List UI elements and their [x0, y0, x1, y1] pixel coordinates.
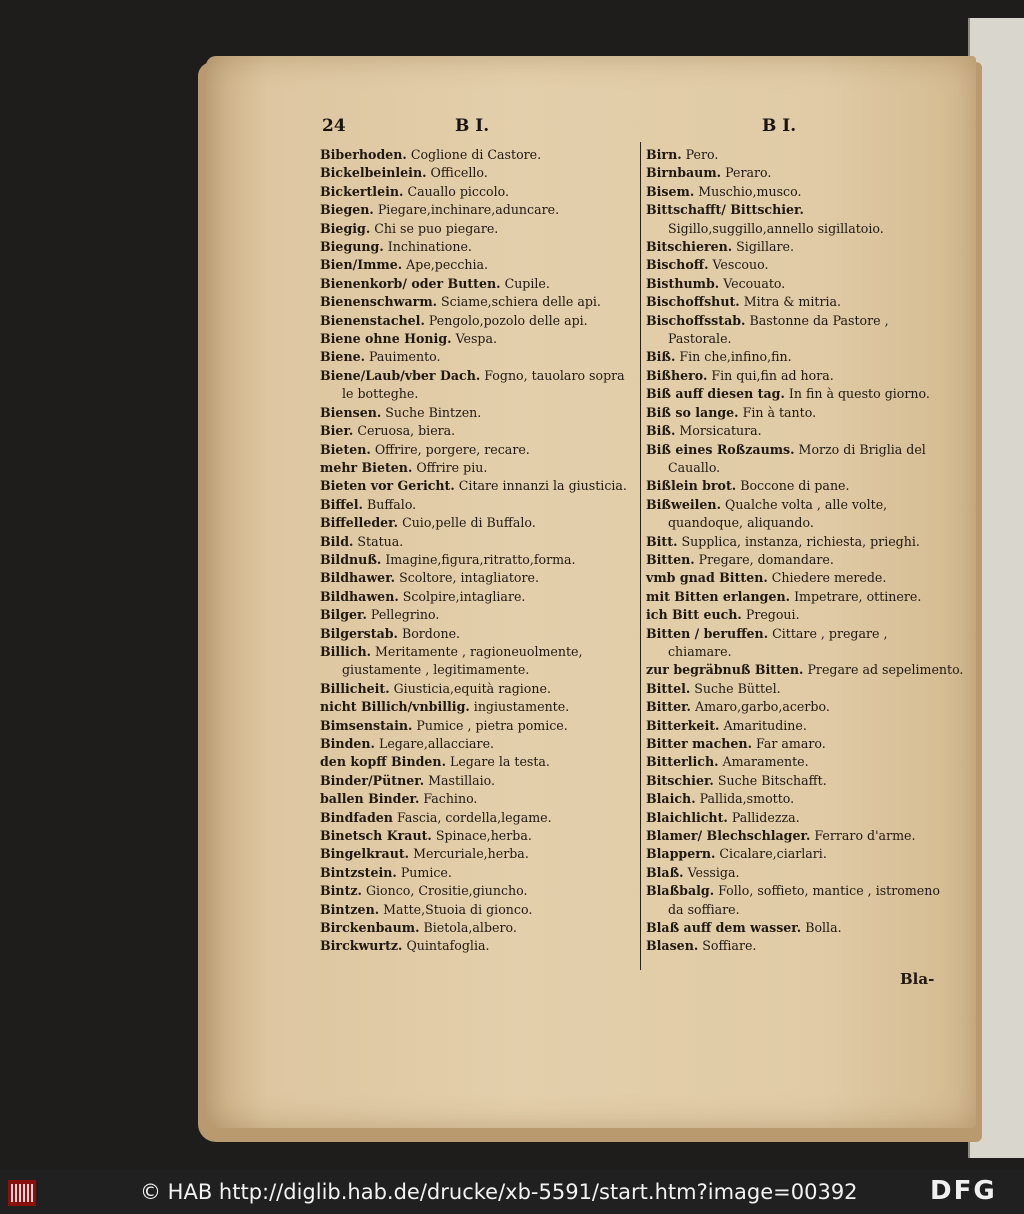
dictionary-entry	[320, 164, 636, 182]
column-divider	[640, 142, 641, 970]
entry-gloss: Fin che,infino,fin.	[679, 349, 792, 365]
entry-lemma: Biegig.	[320, 220, 371, 236]
entry-lemma: Bischoffshut.	[646, 294, 740, 310]
dictionary-entry	[320, 496, 636, 514]
entry-gloss: Pauimento.	[369, 349, 441, 365]
dictionary-entry	[320, 625, 636, 643]
entry-gloss: Chi se puo piegare.	[374, 220, 499, 236]
entry-gloss: Pumice.	[400, 864, 452, 880]
dictionary-entry	[646, 680, 946, 698]
entry-lemma: Biensen.	[320, 404, 382, 420]
entry-lemma: Bienenstachel.	[320, 312, 425, 328]
entry-gloss: Boccone di pane.	[740, 478, 850, 494]
entry-lemma: Bitschier.	[646, 772, 714, 788]
entry-lemma: nicht Billich/vnbillig.	[320, 699, 470, 715]
entry-gloss: Bordone.	[401, 625, 461, 641]
entry-gloss: Fin à tanto.	[742, 404, 817, 420]
entry-lemma: Bitter machen.	[646, 736, 752, 751]
entry-gloss: Mercuriale,herba.	[413, 846, 529, 862]
dictionary-entry	[320, 514, 636, 532]
entry-gloss: Qualche volta , alle volte, quandoque, aliquando.	[668, 496, 888, 531]
dictionary-entry	[646, 293, 946, 311]
entry-gloss: Gionco, Crositie,giuncho.	[365, 883, 528, 899]
entry-gloss: Pregare ad sepelimento.	[807, 662, 964, 678]
entry-lemma: Biß eines Roßzaums.	[646, 441, 795, 457]
entry-gloss: Buffalo.	[366, 496, 417, 512]
dictionary-entry	[646, 809, 946, 827]
entry-lemma: Blaß auff dem wasser.	[646, 920, 802, 936]
entry-lemma: Bintzstein.	[320, 864, 397, 880]
entry-gloss: Meritamente , ragioneuolmente, giustamente , legitimamente.	[342, 643, 583, 678]
entry-lemma: ich Bitt euch.	[646, 607, 742, 623]
entry-gloss: Pumice , pietra pomice.	[416, 717, 568, 733]
entry-gloss: Vessiga.	[687, 864, 740, 880]
entry-lemma: Bienenkorb/ oder Butten.	[320, 275, 501, 291]
entry-gloss: Cuio,pelle di Buffalo.	[402, 515, 536, 531]
entry-lemma: Biß.	[646, 349, 676, 365]
entry-gloss: Pregoui.	[745, 607, 800, 623]
dictionary-entry	[320, 551, 636, 569]
entry-lemma: Blamer/ Blechschlager.	[646, 828, 811, 844]
entry-lemma: Bitterkeit.	[646, 717, 720, 733]
entry-gloss: Cittare , pregare , chiamare.	[668, 625, 888, 659]
dictionary-entry	[320, 569, 636, 587]
entry-lemma: Bisem.	[646, 183, 695, 199]
entry-gloss: Legare,allacciare.	[378, 736, 495, 751]
entry-lemma: mehr Bieten.	[320, 459, 413, 475]
entry-lemma: Biß so lange.	[646, 404, 739, 420]
dictionary-entry	[320, 477, 636, 495]
entry-lemma: Bindfaden	[320, 809, 393, 825]
entry-gloss: Amaramente.	[722, 754, 809, 770]
entry-lemma: Blasen.	[646, 938, 699, 954]
dictionary-entry	[646, 882, 946, 919]
entry-lemma: Birn.	[646, 147, 682, 162]
entry-gloss: Scoltore, intagliatore.	[399, 570, 539, 586]
entry-gloss: Morzo di Briglia del Cauallo.	[668, 441, 926, 475]
entry-gloss: Cauallo piccolo.	[407, 183, 510, 199]
dictionary-entry	[320, 717, 636, 735]
dictionary-entry	[320, 404, 636, 422]
dictionary-entry	[320, 533, 636, 551]
entry-gloss: Officello.	[430, 165, 488, 181]
dictionary-entry	[320, 183, 636, 201]
left-column	[320, 146, 636, 956]
entry-lemma: Biegung.	[320, 239, 384, 255]
entry-lemma: Bitschieren.	[646, 239, 733, 255]
entry-lemma: Bitten / beruffen.	[646, 625, 769, 641]
entry-gloss: Chiedere merede.	[771, 570, 887, 586]
entry-lemma: zur begräbnuß Bitten.	[646, 662, 804, 678]
entry-gloss: Quintafoglia.	[406, 938, 490, 954]
entry-lemma: Biffelleder.	[320, 515, 399, 531]
dictionary-entry	[320, 680, 636, 698]
entry-lemma: Bitter.	[646, 699, 691, 715]
entry-gloss: Amaro,garbo,acerbo.	[694, 699, 830, 715]
entry-gloss: Sciame,schiera delle api.	[441, 294, 601, 310]
entry-gloss: Fin qui,fin ad hora.	[711, 367, 834, 383]
dictionary-entry	[646, 864, 946, 882]
entry-gloss: Ape,pecchia.	[406, 257, 489, 273]
entry-lemma: Biene ohne Honig.	[320, 331, 452, 347]
entry-gloss: Scolpire,intagliare.	[402, 588, 526, 604]
dictionary-entry	[320, 330, 636, 348]
dictionary-entry	[320, 901, 636, 919]
entry-gloss: Pellegrino.	[370, 607, 440, 623]
entry-lemma: Bintz.	[320, 883, 362, 899]
dictionary-entry	[646, 385, 946, 403]
entry-gloss: Bietola,albero.	[423, 920, 517, 936]
entry-gloss: Morsicatura.	[679, 423, 762, 439]
entry-lemma: Biß.	[646, 423, 676, 439]
dictionary-entry	[320, 606, 636, 624]
entry-lemma: Bildnuß.	[320, 551, 382, 567]
entry-lemma: Blaich.	[646, 791, 696, 807]
dictionary-entry	[646, 735, 946, 753]
dictionary-entry	[646, 146, 946, 164]
entry-lemma: Bitterlich.	[646, 754, 719, 770]
dictionary-entry	[320, 256, 636, 274]
dictionary-entry	[320, 937, 636, 955]
entry-lemma: Birckwurtz.	[320, 938, 403, 954]
entry-gloss: Pallida,smotto.	[699, 791, 795, 807]
entry-gloss: Ferraro d'arme.	[814, 828, 916, 844]
dictionary-entry	[646, 256, 946, 274]
entry-lemma: Bilger.	[320, 607, 367, 623]
entry-gloss: Muschio,musco.	[698, 183, 802, 199]
catchword: Bla-	[900, 970, 935, 988]
entry-lemma: Binetsch Kraut.	[320, 828, 432, 844]
dictionary-entry	[320, 367, 636, 404]
entry-lemma: mit Bitten erlangen.	[646, 588, 791, 604]
dictionary-entry	[320, 275, 636, 293]
entry-gloss: Matte,Stuoia di gionco.	[383, 901, 533, 917]
footer-bar	[0, 1170, 1024, 1214]
entry-lemma: Birckenbaum.	[320, 920, 420, 936]
entry-lemma: Bien/Imme.	[320, 257, 403, 273]
right-column	[646, 146, 964, 956]
dictionary-entry	[646, 937, 946, 955]
entry-lemma: Bimsenstain.	[320, 717, 413, 733]
entry-lemma: Bißhero.	[646, 367, 708, 383]
entry-gloss: Coglione di Castore.	[410, 147, 542, 162]
entry-lemma: ballen Binder.	[320, 791, 420, 807]
dictionary-entry	[646, 477, 946, 495]
dictionary-entry	[646, 533, 946, 551]
running-head-right: B I.	[762, 116, 797, 136]
entry-lemma: Bitten.	[646, 551, 695, 567]
dictionary-entry	[320, 293, 636, 311]
entry-lemma: Blaichlicht.	[646, 809, 728, 825]
dictionary-entry	[320, 441, 636, 459]
entry-lemma: Biene.	[320, 349, 365, 365]
entry-gloss: Piegare,inchinare,aduncare.	[377, 202, 560, 218]
entry-gloss: Pengolo,pozolo delle api.	[428, 312, 588, 328]
entry-lemma: Bildhawen.	[320, 588, 399, 604]
entry-gloss: Soffiare.	[702, 938, 757, 954]
entry-gloss: Vecouato.	[723, 275, 786, 291]
dictionary-entry	[646, 845, 946, 863]
entry-gloss: Statua.	[357, 533, 404, 549]
dictionary-entry	[320, 753, 636, 771]
dictionary-entry	[320, 809, 636, 827]
entry-gloss: Fascia, cordella,legame.	[396, 809, 552, 825]
entry-lemma: Bisthumb.	[646, 275, 720, 291]
entry-gloss: Bolla.	[805, 920, 842, 936]
dictionary-entry	[646, 698, 946, 716]
entry-lemma: Binder/Pütner.	[320, 772, 425, 788]
entry-gloss: Fachino.	[423, 791, 478, 807]
hab-logo-icon	[8, 1180, 36, 1206]
entry-lemma: Bickertlein.	[320, 183, 404, 199]
entry-gloss: Offrire, porgere, recare.	[374, 441, 530, 457]
dictionary-entry	[320, 348, 636, 366]
entry-lemma: Bieten.	[320, 441, 371, 457]
dictionary-entry	[646, 919, 946, 937]
entry-lemma: Billicheit.	[320, 680, 390, 696]
entry-lemma: vmb gnad Bitten.	[646, 570, 768, 586]
entry-gloss: Cicalare,ciarlari.	[719, 846, 827, 862]
dictionary-entry	[646, 606, 946, 624]
dictionary-entry	[646, 625, 946, 662]
entry-gloss: Peraro.	[725, 165, 772, 181]
dictionary-entry	[320, 422, 636, 440]
dictionary-entry	[646, 367, 946, 385]
entry-gloss: Ceruosa, biera.	[357, 423, 456, 439]
dictionary-entry	[646, 422, 946, 440]
entry-gloss: ingiustamente.	[473, 699, 570, 715]
entry-lemma: Blappern.	[646, 846, 716, 862]
dfg-logo: DFG	[930, 1176, 997, 1206]
dictionary-entry	[320, 864, 636, 882]
entry-gloss: Citare innanzi la giusticia.	[458, 478, 627, 494]
dictionary-entry	[320, 201, 636, 219]
entry-gloss: Inchinatione.	[387, 239, 472, 255]
dictionary-entry	[646, 201, 946, 238]
entry-lemma: Birnbaum.	[646, 165, 722, 181]
dictionary-entry	[646, 404, 946, 422]
dictionary-entry	[646, 772, 946, 790]
dictionary-entry	[646, 717, 946, 735]
entry-gloss: Vespa.	[455, 331, 497, 347]
entry-gloss: Spinace,herba.	[435, 828, 532, 844]
entry-gloss: Vescouo.	[712, 257, 769, 273]
entry-gloss: Far amaro.	[755, 736, 826, 751]
dictionary-entry	[320, 845, 636, 863]
entry-lemma: Bild.	[320, 533, 354, 549]
dictionary-entry	[646, 496, 946, 533]
entry-gloss: Suche Büttel.	[694, 680, 781, 696]
dictionary-entry	[320, 643, 636, 680]
entry-gloss: Bastonne da Pastore , Pastorale.	[668, 312, 889, 347]
entry-gloss: Mastillaio.	[428, 772, 496, 788]
entry-gloss: Supplica, instanza, richiesta, prieghi.	[681, 533, 920, 549]
entry-lemma: Biene/Laub/vber Dach.	[320, 367, 481, 383]
entry-lemma: Biffel.	[320, 496, 363, 512]
dictionary-entry	[646, 183, 946, 201]
entry-gloss: Amaritudine.	[723, 717, 807, 733]
entry-lemma: Blaß.	[646, 864, 684, 880]
dictionary-entry	[646, 569, 946, 587]
dictionary-entry	[646, 588, 946, 606]
entry-gloss: Pero.	[685, 147, 719, 162]
entry-gloss: Mitra & mitria.	[743, 294, 842, 310]
dictionary-entry	[646, 164, 946, 182]
dictionary-entry	[646, 753, 946, 771]
entry-lemma: Bischoff.	[646, 257, 709, 273]
dictionary-entry	[320, 146, 636, 164]
entry-gloss: Sigillo,suggillo,annello sigillatoio.	[668, 220, 884, 236]
entry-gloss: In fin à questo giorno.	[788, 386, 930, 402]
dictionary-entry	[320, 919, 636, 937]
source-link[interactable]: © HAB http://diglib.hab.de/drucke/xb-5591/start.htm?image=00392	[140, 1180, 858, 1204]
dictionary-entry	[320, 698, 636, 716]
entry-gloss: Impetrare, ottinere.	[794, 588, 922, 604]
entry-lemma: Bilgerstab.	[320, 625, 398, 641]
dictionary-entry	[646, 312, 946, 349]
entry-lemma: Bittschafft/ Bittschier.	[646, 202, 804, 218]
dictionary-entry	[320, 459, 636, 477]
entry-gloss: Imagine,figura,ritratto,forma.	[385, 551, 576, 567]
dictionary-entry	[320, 220, 636, 238]
entry-lemma: Biß auff diesen tag.	[646, 386, 785, 402]
entry-lemma: den kopff Binden.	[320, 754, 446, 770]
dictionary-entry	[646, 790, 946, 808]
entry-gloss: Suche Bintzen.	[385, 404, 482, 420]
entry-gloss: Pregare, domandare.	[698, 551, 834, 567]
dictionary-entry	[646, 661, 964, 679]
dictionary-entry	[320, 238, 636, 256]
entry-lemma: Bieten vor Gericht.	[320, 478, 455, 494]
entry-lemma: Biberhoden.	[320, 147, 407, 162]
entry-gloss: Fogno, tauolaro sopra le botteghe.	[342, 367, 625, 402]
entry-gloss: Sigillare.	[736, 239, 794, 255]
entry-lemma: Bildhawer.	[320, 570, 396, 586]
dictionary-entry	[646, 238, 946, 256]
entry-lemma: Bißlein brot.	[646, 478, 737, 494]
dictionary-entry	[320, 790, 636, 808]
dictionary-entry	[646, 441, 946, 478]
entry-lemma: Binden.	[320, 736, 375, 751]
entry-gloss: Offrire piu.	[416, 459, 488, 475]
dictionary-entry	[320, 588, 636, 606]
dictionary-entry	[320, 735, 636, 753]
running-head-left: B I.	[455, 116, 490, 136]
entry-gloss: Pallidezza.	[731, 809, 800, 825]
entry-lemma: Bickelbeinlein.	[320, 165, 427, 181]
entry-lemma: Blaßbalg.	[646, 883, 715, 899]
page-number: 24	[322, 116, 346, 136]
entry-lemma: Bittel.	[646, 680, 691, 696]
entry-lemma: Bitt.	[646, 533, 678, 549]
dictionary-entry	[646, 348, 946, 366]
entry-lemma: Bienenschwarm.	[320, 294, 438, 310]
entry-lemma: Bischoffsstab.	[646, 312, 746, 328]
dictionary-entry	[320, 882, 636, 900]
entry-gloss: Follo, soffieto, mantice , istromeno da soffiare.	[668, 883, 940, 917]
entry-gloss: Giusticia,equità ragione.	[393, 680, 551, 696]
entry-lemma: Bier.	[320, 423, 354, 439]
dictionary-entry	[320, 772, 636, 790]
dictionary-entry	[646, 275, 946, 293]
dictionary-entry	[320, 827, 636, 845]
entry-lemma: Bintzen.	[320, 901, 380, 917]
dictionary-entry	[646, 551, 946, 569]
entry-lemma: Bißweilen.	[646, 496, 721, 512]
entry-gloss: Cupile.	[504, 275, 550, 291]
entry-lemma: Billich.	[320, 643, 371, 659]
entry-gloss: Legare la testa.	[449, 754, 550, 770]
dictionary-entry	[320, 312, 636, 330]
entry-lemma: Biegen.	[320, 202, 374, 218]
dictionary-entry	[646, 827, 946, 845]
entry-lemma: Bingelkraut.	[320, 846, 410, 862]
entry-gloss: Suche Bitschafft.	[717, 772, 827, 788]
